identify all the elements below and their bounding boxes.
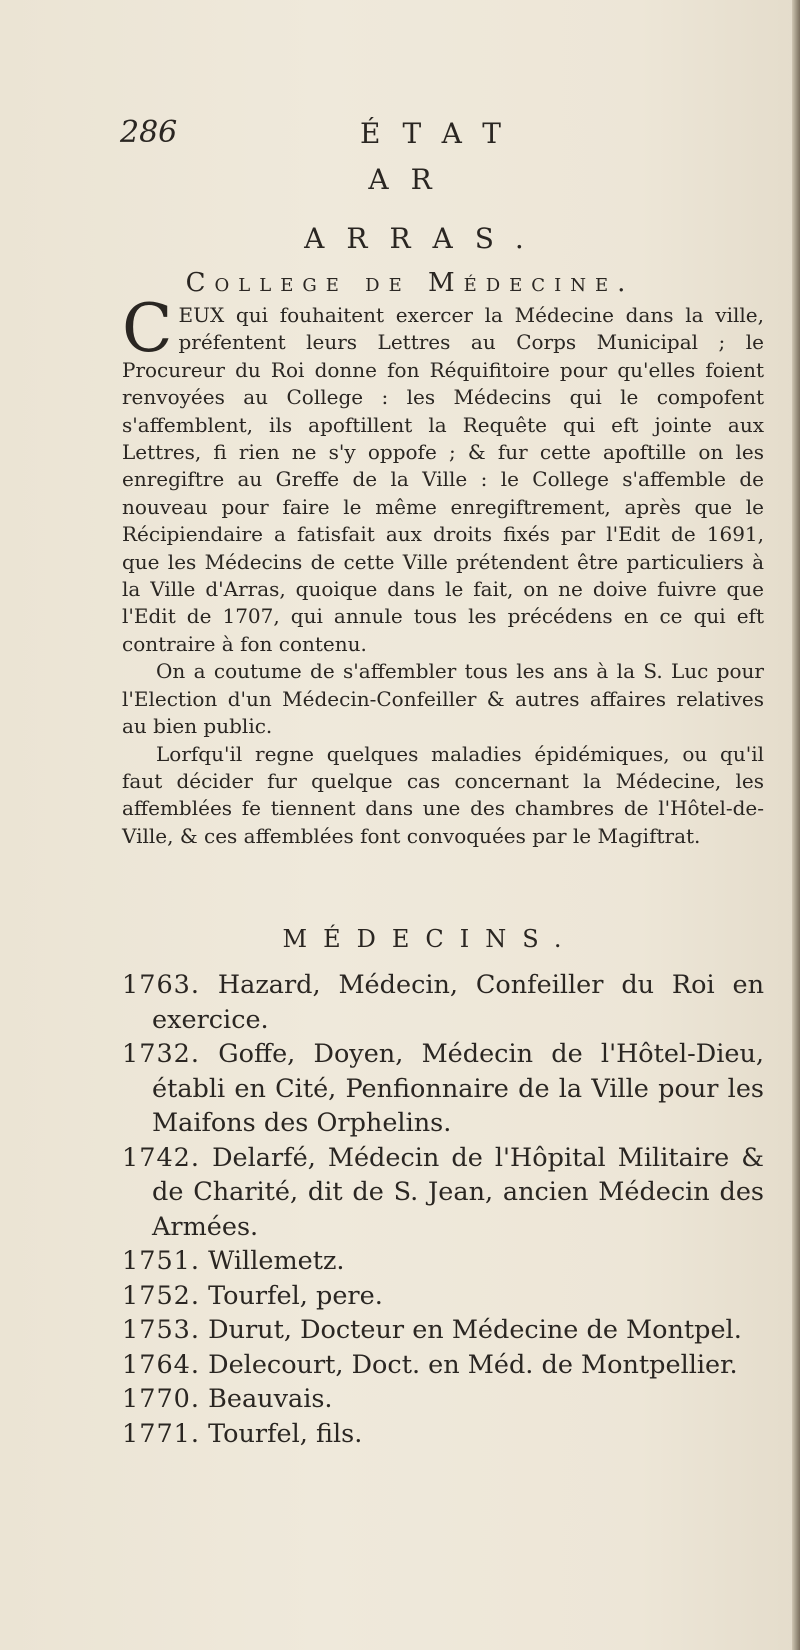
entry-text: Willemetz. xyxy=(208,1246,345,1276)
paragraph-2: On a coutume de s'affembler tous les ans à la S. Luc pour l'Election d'un Médecin-Confeiller & autres affaires relatives au bien public. xyxy=(122,659,764,739)
medecins-heading: MÉDECINS. xyxy=(282,925,578,953)
entry-text: Delecourt, Doct. en Méd. de Montpellier. xyxy=(208,1349,738,1380)
drop-cap: C xyxy=(122,290,173,367)
entry-text: Tourfel, fils. xyxy=(208,1418,363,1449)
heading-arras: ARRAS. xyxy=(304,222,546,255)
list-item xyxy=(122,1141,764,1245)
heading-college: College de Médecine. xyxy=(185,268,635,298)
paragraph-1-text: EUX qui fouhaitent exercer la Médecine dans la ville, préfentent leurs Lettres au Corps Municipal ; le Procureur du Roi donne fon Réquifitoire pour qu'elles foient renvoyées au College : les Médecins qui le compofent s'affemblent, ils apoftillent la Requête qui eft jointe aux Lettres, fi rien ne s'y oppofe ; & fur cette apoftille on les enregiftre au Greffe de la Ville : le College s'affemble de nouveau pour faire le même enregiftrement, après que le Récipiendaire a fatisfait aux droits fixés par l'Edit de 1691, que les Médecins de cette Ville prétendent être particuliers à la Ville d'Arras, quoique dans le fait, on ne doive fuivre que l'Edit de 1707, qui annule tous les précédens en ce qui eft contraire à fon contenu. xyxy=(122,303,764,656)
entry-year: 1770. xyxy=(122,1384,201,1414)
page-number: 286 xyxy=(120,115,178,150)
entry-year: 1751. xyxy=(122,1246,201,1276)
entry-text: Beauvais. xyxy=(208,1384,333,1414)
list-item xyxy=(122,968,764,1037)
entry-text: Durut, Docteur en Médecine de Montpel. xyxy=(208,1315,742,1345)
list-item xyxy=(122,1244,764,1279)
entry-text: Hazard, Médecin, Confeiller du Roi en exercice. xyxy=(152,970,765,1035)
list-item xyxy=(122,1279,764,1314)
entry-year: 1764. xyxy=(122,1349,201,1380)
entry-year: 1732. xyxy=(122,1039,201,1069)
medecins-list xyxy=(122,968,764,1451)
entry-year: 1752. xyxy=(122,1280,201,1311)
entry-text: Delarfé, Médecin de l'Hôpital Militaire & de Charité, dit de S. Jean, ancien Médecin des Armées. xyxy=(152,1142,764,1242)
running-title: ÉTAT xyxy=(360,117,523,150)
paragraph-1 xyxy=(122,290,764,658)
entry-text: Tourfel, pere. xyxy=(208,1280,383,1311)
list-item xyxy=(122,1382,764,1417)
paragraph-3: Lorfqu'il regne quelques maladies épidémiques, ou qu'il faut décider fur quelque cas concernant la Médecine, les affemblées fe tiennent dans une des chambres de l'Hôtel-de-Ville, & ces affemblées font convoquées par le Magiftrat. xyxy=(122,741,764,848)
entry-year: 1771. xyxy=(122,1418,201,1449)
body-text xyxy=(122,290,764,850)
list-item xyxy=(122,1348,764,1383)
entry-year: 1742. xyxy=(122,1142,201,1173)
list-item xyxy=(122,1417,764,1452)
list-item xyxy=(122,1037,764,1141)
entry-year: 1753. xyxy=(122,1315,201,1345)
heading-ar: AR xyxy=(368,163,454,196)
list-item xyxy=(122,1313,764,1348)
entry-text: Goffe, Doyen, Médecin de l'Hôtel-Dieu, établi en Cité, Penfionnaire de la Ville pour les Maifons des Orphelins. xyxy=(152,1039,764,1138)
entry-year: 1763. xyxy=(122,970,201,1000)
running-head xyxy=(120,115,760,155)
